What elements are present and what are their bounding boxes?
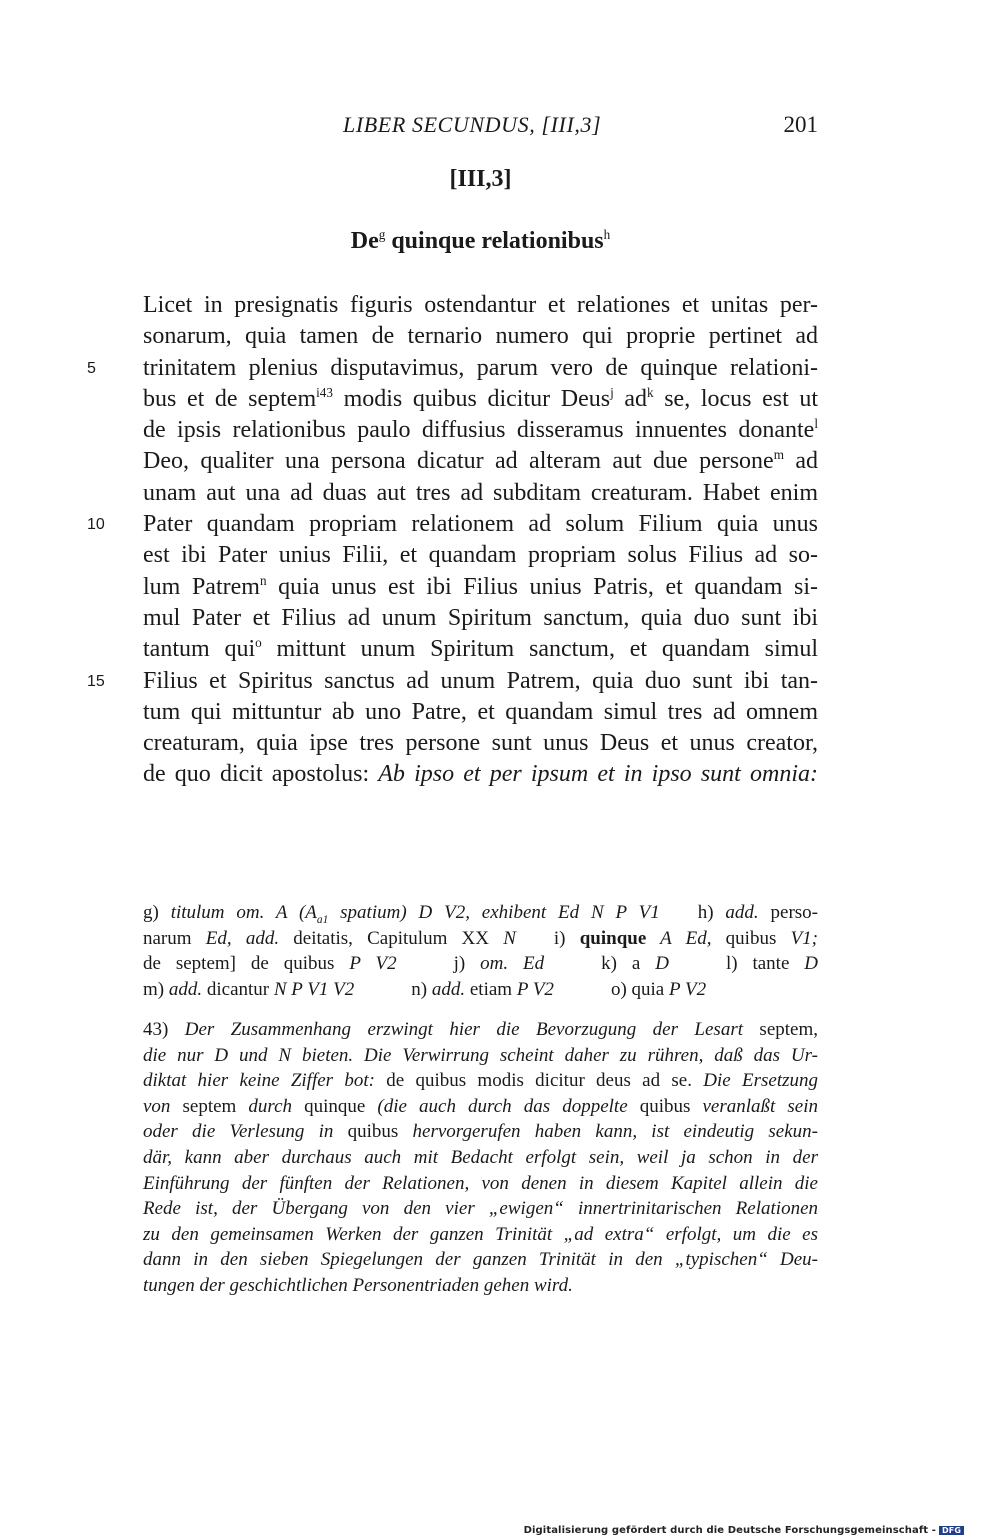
note-text: Die Ersetzung bbox=[703, 1070, 818, 1092]
text-line: Licet in presignatis figuris ostendantur et relationes et unitas per- bbox=[143, 292, 818, 318]
quotation: Ab ipso et per ipsum et in ipso sunt omnia: bbox=[378, 761, 818, 788]
footnote-marker: h bbox=[603, 226, 611, 242]
note-line: Rede ist, der Übergang von den vier „ewigen“ innertrinitarischen Relationen bbox=[143, 1198, 818, 1220]
main-text bbox=[87, 290, 819, 791]
apparatus-text: A Ed, bbox=[646, 927, 712, 949]
apparatus-text: P V2 bbox=[516, 978, 554, 1000]
apparatus-line bbox=[143, 977, 818, 1003]
note-text: Der Zusammenhang erzwingt hier die Bevorzugung der Lesart bbox=[184, 1019, 743, 1040]
apparatus-text: dicantur bbox=[202, 978, 274, 1000]
footnote-marker: n bbox=[259, 572, 267, 588]
text-line bbox=[143, 759, 818, 790]
text-line: tum qui mittuntur ab uno Patre, et quandam simul tres ad omnem bbox=[143, 698, 818, 725]
apparatus-text: narum bbox=[143, 927, 206, 949]
note-text: (die auch durch das doppelte bbox=[377, 1095, 628, 1117]
note-line bbox=[143, 1119, 818, 1145]
note-line: där, kann aber durchaus auch mit Bedacht erfolgt sein, weil ja schon in der bbox=[143, 1146, 818, 1168]
page-number: 201 bbox=[783, 112, 818, 137]
heading-text: quinque relationibus bbox=[385, 228, 604, 254]
footnote-marker: m bbox=[773, 447, 784, 463]
note-text: quinque bbox=[292, 1095, 378, 1117]
apparatus-text: quibus bbox=[711, 927, 791, 949]
note-text: durch bbox=[248, 1095, 293, 1117]
subscript: a1 bbox=[316, 913, 329, 926]
footnote-marker: g bbox=[378, 226, 386, 242]
text-span: de quo dicit apostolus: bbox=[143, 761, 379, 788]
apparatus-text: P V2 bbox=[668, 978, 707, 1000]
apparatus-text: om. Ed bbox=[480, 953, 545, 974]
apparatus-text: perso- bbox=[758, 902, 819, 923]
note-line: die nur D und N bieten. Die Verwirrung scheint daher zu rühren, daß das Ur- bbox=[143, 1044, 818, 1066]
note-text: septem bbox=[170, 1095, 249, 1117]
apparatus-label: i) bbox=[553, 927, 580, 949]
text-span: Filius et Spiritus sanctus ad unum Patrem, quia duo sunt ibi tan- bbox=[143, 667, 818, 694]
text-line bbox=[87, 509, 818, 540]
dfg-logo: DFG bbox=[939, 1526, 964, 1535]
line-number: 10 bbox=[87, 516, 105, 534]
running-title: LIBER SECUNDUS, [III,3] bbox=[343, 112, 602, 137]
apparatus-text: D bbox=[804, 953, 819, 974]
apparatus-text: D bbox=[655, 953, 669, 974]
text-span: ad bbox=[613, 385, 648, 412]
apparatus-text: etiam bbox=[465, 978, 517, 1000]
note-line bbox=[143, 1017, 818, 1043]
note-line: Einführung der fünften der Relationen, von denen in diesem Kapitel allein die bbox=[143, 1172, 818, 1194]
text-line bbox=[87, 666, 818, 697]
digitization-footer bbox=[524, 1525, 964, 1536]
text-line: creaturam, quia ipse tres persone sunt unus Deus et unus creator, bbox=[143, 730, 818, 757]
text-line bbox=[143, 634, 818, 665]
note-text: diktat hier keine Ziffer bot: bbox=[143, 1070, 375, 1092]
text-span: tantum qui bbox=[143, 636, 256, 663]
text-span: bus et de septem bbox=[143, 385, 317, 412]
note-line bbox=[143, 1094, 818, 1120]
text-span: Pater quandam propriam relationem ad solum Filium quia unus bbox=[143, 511, 818, 538]
text-line bbox=[143, 572, 818, 603]
note-line bbox=[143, 1068, 818, 1094]
text-line: mul Pater et Filius ad unum Spiritum sanctum, quia duo sunt ibi bbox=[143, 604, 818, 631]
apparatus-text: Ed, add. bbox=[205, 927, 280, 949]
text-line bbox=[143, 446, 818, 477]
note-text: hervorgerufen haben kann, ist eindeutig sekun- bbox=[412, 1121, 818, 1143]
text-span: modis quibus dicitur Deus bbox=[332, 385, 611, 412]
note-text: von bbox=[143, 1095, 171, 1117]
note-number: 43) bbox=[143, 1019, 185, 1040]
note-text: quibus bbox=[627, 1095, 703, 1117]
apparatus-text: deitatis, Capitulum XX bbox=[279, 927, 504, 949]
text-line bbox=[143, 384, 818, 415]
apparatus-label: o) quia bbox=[610, 978, 669, 1000]
text-line: sonarum, quia tamen de ternario numero qui proprie pertinet ad bbox=[143, 323, 818, 350]
note-text: veranlaßt sein bbox=[702, 1095, 818, 1117]
footnote-marker: o bbox=[255, 635, 262, 651]
footnote-marker: k bbox=[647, 384, 654, 400]
critical-apparatus bbox=[143, 900, 818, 1002]
text-line bbox=[87, 353, 818, 384]
apparatus-text: add. bbox=[431, 978, 466, 1000]
running-head bbox=[143, 112, 818, 146]
text-span: Deo, qualiter una persona dicatur ad alteram aut due persone bbox=[143, 448, 774, 475]
text-span: de ipsis relationibus paulo diffusius disseramus innuentes donante bbox=[143, 417, 815, 444]
text-line: unam aut una ad duas aut tres ad subditam creaturam. Habet enim bbox=[143, 479, 818, 506]
apparatus-text: add. bbox=[168, 978, 203, 1000]
footnote-marker: i43 bbox=[316, 384, 333, 400]
apparatus-text: N P V1 V2 bbox=[273, 978, 355, 1000]
footnote-43 bbox=[143, 1017, 818, 1299]
note-line: dann in den sieben Spiegelungen der ganzen Trinität in den „typischen“ Deu- bbox=[143, 1249, 818, 1271]
apparatus-line bbox=[143, 900, 818, 926]
apparatus-label: g) bbox=[143, 902, 171, 923]
apparatus-text: de septem] de quibus bbox=[143, 953, 350, 974]
footer-text: Digitalisierung gefördert durch die Deutsche Forschungsgemeinschaft - bbox=[523, 1525, 937, 1536]
text-span: mittunt unum Spiritum sanctum, et quandam simul bbox=[261, 636, 819, 663]
footnote-marker: l bbox=[814, 415, 818, 431]
text-span: ad bbox=[783, 448, 819, 475]
apparatus-label: k) a bbox=[601, 953, 656, 974]
note-text: quibus bbox=[333, 1121, 413, 1143]
text-line: est ibi Pater unius Filii, et quandam propriam solus Filius ad so- bbox=[143, 542, 818, 569]
apparatus-label: h) bbox=[697, 902, 726, 923]
footnote-marker: j bbox=[610, 384, 614, 400]
note-text: oder die Verlesung in bbox=[143, 1121, 334, 1143]
apparatus-line bbox=[143, 926, 818, 952]
line-number: 5 bbox=[87, 359, 96, 377]
note-line: zu den gemeinsamen Werken der ganzen Trinität „ad extra“ erfolgt, um die es bbox=[143, 1223, 818, 1245]
apparatus-text: V1; bbox=[790, 927, 818, 949]
section-heading bbox=[143, 228, 818, 255]
chapter-number: [III,3] bbox=[449, 166, 512, 192]
apparatus-line bbox=[143, 951, 818, 977]
apparatus-label: l) tante bbox=[725, 953, 805, 974]
note-line: tungen der geschichtlichen Personentriaden gehen wird. bbox=[143, 1274, 573, 1296]
text-span: se, locus est ut bbox=[653, 385, 819, 412]
apparatus-text: quinque bbox=[579, 927, 647, 949]
note-text: de quibus modis dicitur deus ad se. bbox=[374, 1070, 704, 1092]
apparatus-text: spatium) D V2, exhibent Ed N P V1 bbox=[328, 902, 660, 923]
apparatus-text: P V2 bbox=[349, 953, 397, 974]
text-span: lum Patrem bbox=[143, 573, 260, 600]
apparatus-label: n) bbox=[411, 978, 432, 1000]
heading-text: De bbox=[350, 228, 379, 254]
apparatus-text: titulum om. A (A bbox=[170, 902, 317, 923]
apparatus-text: add. bbox=[725, 902, 759, 923]
apparatus-text: N bbox=[503, 927, 516, 949]
text-line bbox=[143, 415, 818, 446]
note-text: septem, bbox=[743, 1019, 818, 1040]
text-span: quia unus est ibi Filius unius Patris, et quandam si- bbox=[266, 573, 818, 600]
text-span: trinitatem plenius disputavimus, parum vero de quinque relationi- bbox=[143, 354, 818, 381]
line-number: 15 bbox=[87, 672, 105, 690]
apparatus-label: j) bbox=[453, 953, 481, 974]
apparatus-label: m) bbox=[143, 978, 169, 1000]
